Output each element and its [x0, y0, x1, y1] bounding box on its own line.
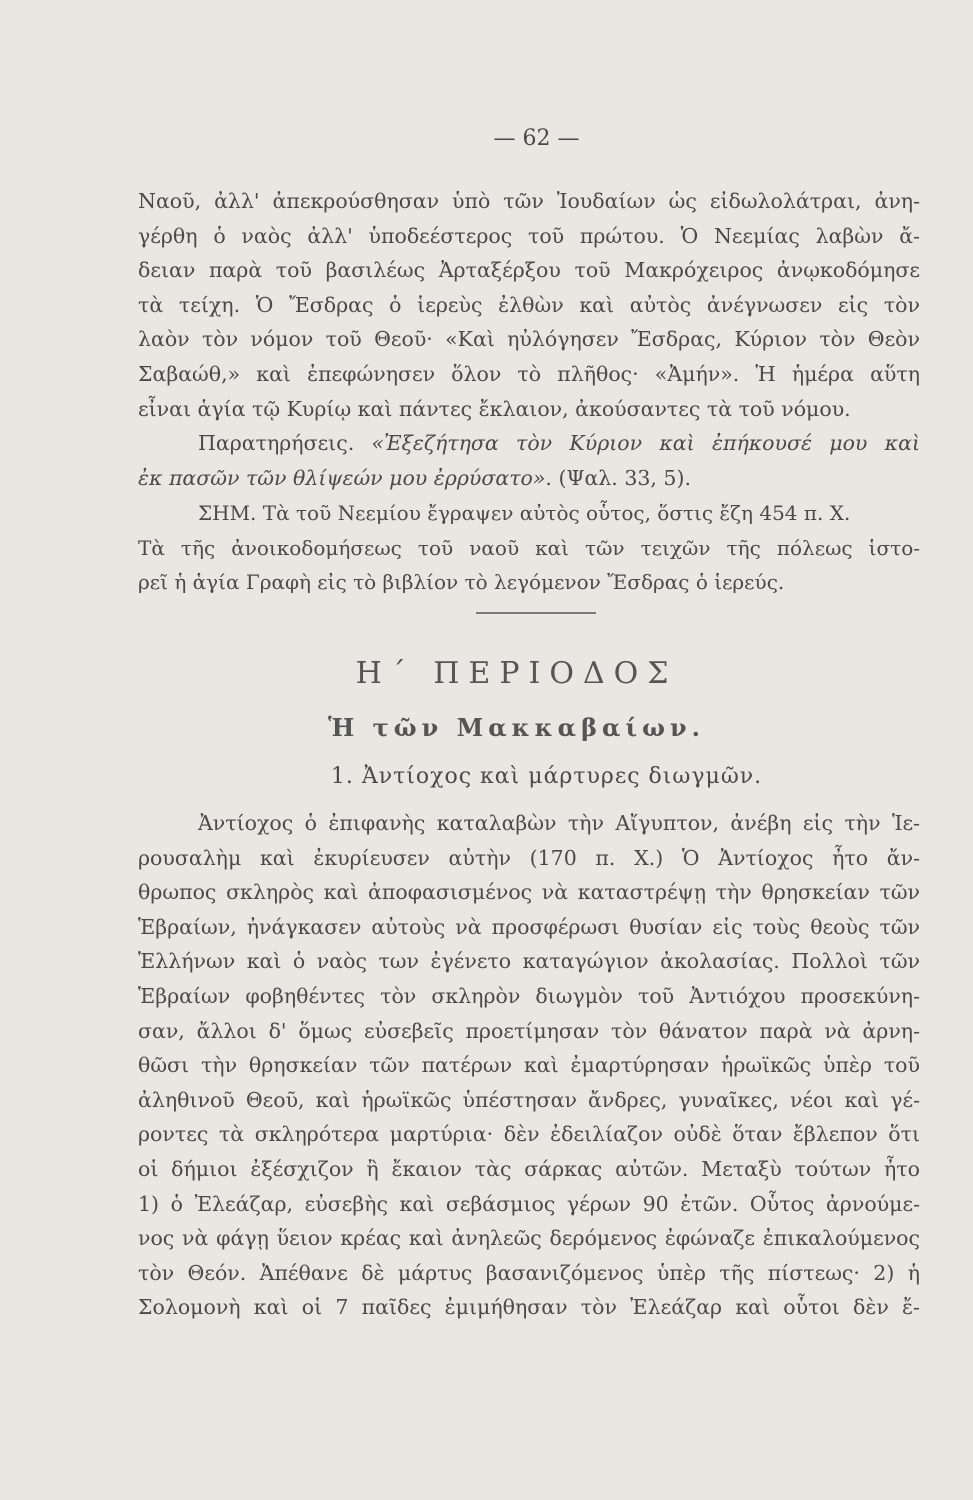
text-line: λαὸν τὸν νόμον τοῦ Θεοῦ· «Καὶ ηὐλόγησεν Ἔσδρας, Κύριον τὸν Θεὸν — [138, 327, 920, 352]
text-line: τὰ τείχη. Ὁ Ἔσδρας ὁ ἱερεὺς ἐλθὼν καὶ αὐτὸς ἀνέγνωσεν εἰς τὸν — [138, 292, 920, 317]
text-line: γέρθη ὁ ναὸς ἀλλ' ὑποδεέστερος τοῦ πρώτου. Ὁ Νεεμίας λαβὼν ἄ- — [138, 223, 920, 248]
text-line: ἀληθινοῦ Θεοῦ, καὶ ἡρωϊκῶς ὑπέστησαν ἄνδρες, γυναῖκες, νέοι καὶ γέ- — [138, 1087, 920, 1112]
page-number: — 62 — — [493, 126, 580, 151]
text-line: Ἑβραίων φοβηθέντες τὸν σκληρὸν διωγμὸν τοῦ Ἀντιόχου προσεκύνη- — [138, 983, 920, 1008]
text-line: ροντες τὰ σκληρότερα μαρτύρια· δὲν ἐδειλίαζον οὐδὲ ὅταν ἔβλεπον ὅτι — [138, 1122, 920, 1147]
text-line: σαν, ἄλλοι δ' ὅμως εὐσεβεῖς προετίμησαν τὸν θάνατον παρὰ νὰ ἀρνη- — [138, 1018, 920, 1043]
text-line: Ἀντίοχος ὁ ἐπιφανὴς καταλαβὼν τὴν Αἴγυπτον, ἀνέβη εἰς τὴν Ἱε- — [198, 811, 920, 835]
text-line: Σαβαώθ,» καὶ ἐπεφώνησεν ὅλον τὸ πλῆθος· «Ἀμήν». Ἡ ἡμέρα αὕτη — [138, 361, 920, 386]
text-line: Ἑβραίων, ἠνάγκασεν αὐτοὺς νὰ προσφέρωσι θυσίαν εἰς τοὺς θεοὺς τῶν — [138, 914, 920, 939]
section-divider — [476, 612, 596, 614]
text-line: νος νὰ φάγῃ ὕειον κρέας καὶ ἀνηλεῶς δερόμενος ἐφώναζε ἐπικαλούμενος — [138, 1226, 920, 1251]
note-paragraph — [138, 496, 920, 600]
text-line: δειαν παρὰ τοῦ βασιλέως Ἀρταξέρξου τοῦ Μακρόχειρος ἀνῳκοδόμησε — [138, 258, 920, 283]
note-line: ρεῖ ἡ ἁγία Γραφὴ εἰς τὸ βιβλίον τὸ λεγόμενον Ἔσδρας ὁ ἱερεύς. — [138, 570, 785, 595]
text-line: ρουσαλὴμ καὶ ἐκυρίευσεν αὐτὴν (170 π. Χ.) Ὁ Ἀντίοχος ἦτο ἄν- — [138, 845, 920, 870]
text-line: οἱ δήμιοι ἐξέσχιζον ἢ ἔκαιον τὰς σάρκας αὐτῶν. Μεταξὺ τούτων ἦτο — [138, 1156, 920, 1181]
period-title: Η΄ ΠΕΡΙΟΔΟΣ — [355, 656, 678, 691]
period-subtitle: Ἡ τῶν Μακκαβαίων. — [328, 713, 705, 742]
observation-quote: «Ἐξεζήτησα τὸν Κύριον καὶ ἐπήκουσέ μου καὶ — [371, 431, 920, 455]
observation-quote: ἐκ πασῶν τῶν θλίψεών μου ἐρρύσατο». — [138, 465, 552, 490]
scripture-reference: (Ψαλ. 33, 5). — [558, 465, 691, 490]
note-line: ΣΗΜ. Τὰ τοῦ Νεεμίου ἔγραψεν αὐτὸς οὗτος, ὅστις ἔζη 454 π. Χ. — [198, 501, 851, 525]
text-line: Ἑλλήνων καὶ ὁ ναὸς των ἐγένετο καταγώγιον ἀκολασίας. Πολλοὶ τῶν — [138, 949, 920, 974]
observation-line — [138, 426, 920, 461]
text-line: Σολομονὴ καὶ οἱ 7 παῖδες ἐμιμήθησαν τὸν Ἐλεάζαρ καὶ οὗτοι δὲν ἔ- — [138, 1295, 920, 1320]
observation-line — [138, 461, 920, 496]
note-line: Τὰ τῆς ἀνοικοδομήσεως τοῦ ναοῦ καὶ τῶν τειχῶν τῆς πόλεως ἱστο- — [138, 535, 920, 560]
observation-label: Παρατηρήσεις. — [198, 431, 355, 455]
body-paragraph — [138, 806, 920, 1325]
observation-paragraph — [138, 426, 920, 495]
section-heading: 1. Ἀντίοχος καὶ μάρτυρες διωγμῶν. — [330, 764, 763, 789]
text-line: 1) ὁ Ἐλεάζαρ, εὐσεβὴς καὶ σεβάσμιος γέρων 90 ἐτῶν. Οὗτος ἀρνούμε- — [138, 1191, 920, 1216]
text-line: τὸν Θεόν. Ἀπέθανε δὲ μάρτυς βασανιζόμενος ὑπὲρ τῆς πίστεως· 2) ἡ — [138, 1260, 920, 1285]
intro-paragraph — [138, 184, 920, 426]
text-line: εἶναι ἁγία τῷ Κυρίῳ καὶ πάντες ἔκλαιον, ἀκούσαντες τὰ τοῦ νόμου. — [138, 396, 851, 421]
text-line: θῶσι τὴν θρησκείαν τῶν πατέρων καὶ ἐμαρτύρησαν ἡρωϊκῶς ὑπὲρ τοῦ — [138, 1053, 920, 1078]
text-line: θρωπος σκληρὸς καὶ ἀποφασισμένος νὰ καταστρέψῃ τὴν θρησκείαν τῶν — [138, 880, 920, 905]
text-line: Ναοῦ, ἀλλ' ἀπεκρούσθησαν ὑπὸ τῶν Ἰουδαίων ὡς εἰδωλολάτραι, ἀνη- — [138, 189, 920, 213]
